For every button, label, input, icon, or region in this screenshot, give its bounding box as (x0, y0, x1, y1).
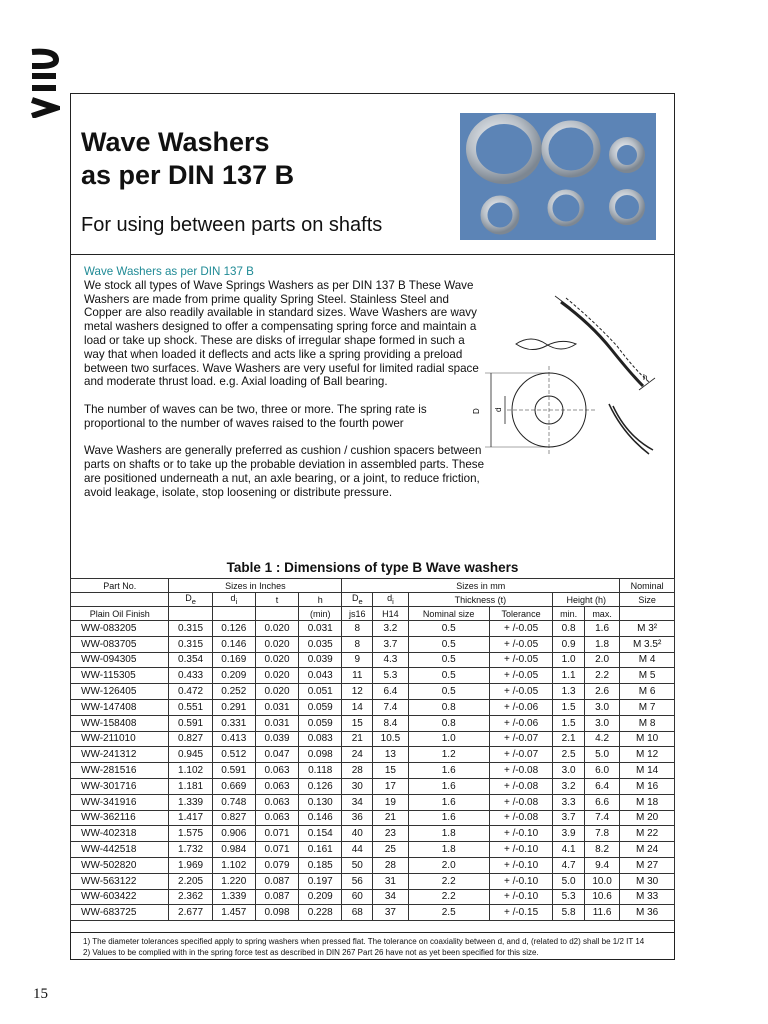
table-cell: 1.2 (408, 747, 489, 763)
table-cell: 4.1 (553, 842, 585, 858)
table-cell: 1.5 (553, 699, 585, 715)
table-cell: 1.6 (408, 763, 489, 779)
header-thickness: Thickness (t) (408, 593, 553, 607)
table-cell: 6.4 (373, 684, 408, 700)
header-sizes-mm: Sizes in mm (342, 579, 620, 593)
table-cell: 0.228 (299, 905, 342, 921)
table-cell: 5.0 (553, 873, 585, 889)
table-row (71, 857, 675, 873)
header-De-in: $D_e$ (169, 593, 212, 607)
table-cell: + /-0.08 (489, 778, 552, 794)
table-cell: 0.098 (299, 747, 342, 763)
part-number-cell: WW-502820 (71, 857, 169, 873)
part-number-cell: WW-341916 (71, 794, 169, 810)
table-cell: + /-0.05 (489, 668, 552, 684)
table-cell: M 30 (620, 873, 675, 889)
table-cell: 0.252 (212, 684, 255, 700)
table-cell: 0.748 (212, 794, 255, 810)
table-cell: 5.8 (553, 905, 585, 921)
table-cell: M 27 (620, 857, 675, 873)
wave-washers-photo (460, 113, 656, 240)
header-di-mm: $d_i$ (373, 593, 408, 607)
table-cell: + /-0.08 (489, 794, 552, 810)
part-number-cell: WW-083205 (71, 621, 169, 637)
table-cell: 50 (342, 857, 373, 873)
table-cell: 3.0 (584, 699, 619, 715)
table-cell: M 4 (620, 652, 675, 668)
part-number-cell: WW-603422 (71, 889, 169, 905)
washer-technical-drawing (471, 294, 671, 484)
table-cell: 14 (342, 699, 373, 715)
table-cell: 1.6 (584, 621, 619, 637)
table-cell: 2.2 (408, 889, 489, 905)
table-row (71, 794, 675, 810)
table-row (71, 668, 675, 684)
part-number-cell: WW-094305 (71, 652, 169, 668)
table-cell: 0.5 (408, 652, 489, 668)
table-cell: M 24 (620, 842, 675, 858)
table-cell: M 3² (620, 621, 675, 637)
table-cell: 2.205 (169, 873, 212, 889)
header-nominal: Nominal (620, 579, 675, 593)
company-logo (26, 48, 60, 118)
table-cell: 10.5 (373, 731, 408, 747)
table-body (71, 621, 675, 921)
table-cell: 0.059 (299, 715, 342, 731)
intro-heading: Wave Washers as per DIN 137 B (84, 265, 254, 278)
part-number-cell: WW-563122 (71, 873, 169, 889)
header-h-in: h (299, 593, 342, 607)
part-number-cell: WW-147408 (71, 699, 169, 715)
title-line-1: Wave Washers (81, 127, 270, 157)
table-cell: 1.5 (553, 715, 585, 731)
header-di-in: $d_i$ (212, 593, 255, 607)
intro-paragraph-1: We stock all types of Wave Springs Washers as per DIN 137 B These Wave Washers are made from prime quality Spring Steel. Stainless Steel and Copper are also readily available in standard sizes. Wave Washers are wavy metal washers designed to offer a compensating spring force and maintain a load or take up shock. These are disks of irregular shape formed in such a way that when loaded it deflects and acts like a spring providing a preload between two surfaces. Wave Washers are very useful for limited radial space and moderate thrust load. e.g. Axial loading of Ball bearing. (84, 278, 479, 389)
table-title: Table 1 : Dimensions of type B Wave washers (226, 560, 519, 575)
table-cell: + /-0.05 (489, 636, 552, 652)
table-cell: 0.047 (255, 747, 298, 763)
table-cell: 0.035 (299, 636, 342, 652)
table-cell: 0.063 (255, 810, 298, 826)
table-cell: 15 (373, 763, 408, 779)
table-cell: M 5 (620, 668, 675, 684)
table-cell: 0.126 (212, 621, 255, 637)
table-cell: 56 (342, 873, 373, 889)
part-number-cell: WW-301716 (71, 778, 169, 794)
table-cell: 0.130 (299, 794, 342, 810)
table-cell: + /-0.10 (489, 857, 552, 873)
table-cell: 23 (373, 826, 408, 842)
table-cell: 11.6 (584, 905, 619, 921)
table-cell: 3.7 (373, 636, 408, 652)
table-cell: 34 (342, 794, 373, 810)
table-cell: 2.2 (408, 873, 489, 889)
header-t-in: t (255, 593, 298, 607)
table-cell: + /-0.06 (489, 699, 552, 715)
table-cell: 0.185 (299, 857, 342, 873)
footnote-2: 2) Values to be complied with in the spring force test as described in DIN 267 Part 26 have not as yet been specified for this size. (83, 948, 539, 957)
table-cell: M 6 (620, 684, 675, 700)
table-cell: 2.2 (584, 668, 619, 684)
table-cell: 0.5 (408, 684, 489, 700)
table-cell: 0.126 (299, 778, 342, 794)
part-number-cell: WW-158408 (71, 715, 169, 731)
table-cell: 0.063 (255, 778, 298, 794)
table-cell: 2.5 (553, 747, 585, 763)
table-cell: 1.3 (553, 684, 585, 700)
part-number-cell: WW-083705 (71, 636, 169, 652)
table-cell: 30 (342, 778, 373, 794)
table-cell: 0.039 (299, 652, 342, 668)
table-cell: 25 (373, 842, 408, 858)
table-cell: 0.083 (299, 731, 342, 747)
table-cell: 28 (342, 763, 373, 779)
table-cell: 3.2 (553, 778, 585, 794)
table-cell: 0.984 (212, 842, 255, 858)
table-row (71, 778, 675, 794)
page-subtitle: For using between parts on shafts (81, 214, 383, 236)
table-cell: 28 (373, 857, 408, 873)
page-title (81, 126, 294, 192)
intro-paragraph-3: Wave Washers are generally preferred as cushion / cushion spacers between parts on shafts or to take up the probable deviation in assembled parts. These are positioned underneath a nut, an axle bearing, or a joint, to reduce friction, avoid leakage, isolate, stop loosening or distribute pressure. (84, 444, 485, 499)
table-cell: 0.071 (255, 842, 298, 858)
table-cell: M 10 (620, 731, 675, 747)
table-cell: 2.0 (408, 857, 489, 873)
drawing-label-outer-diameter: D (472, 408, 481, 414)
table-cell: M 20 (620, 810, 675, 826)
table-row (71, 763, 675, 779)
washers-illustration (460, 113, 656, 240)
intro-paragraph-2: The number of waves can be two, three or more. The spring rate is proportional to the number of waves raised to the fourth power (84, 402, 427, 430)
table-row (71, 826, 675, 842)
header-H14: H14 (373, 607, 408, 621)
table-cell: 0.031 (255, 699, 298, 715)
part-number-cell: WW-402318 (71, 826, 169, 842)
part-number-cell: WW-241312 (71, 747, 169, 763)
table-row (71, 684, 675, 700)
table-cell: 0.827 (169, 731, 212, 747)
table-cell: M 14 (620, 763, 675, 779)
part-number-cell: WW-211010 (71, 731, 169, 747)
table-cell: 9 (342, 652, 373, 668)
part-number-cell: WW-442518 (71, 842, 169, 858)
table-cell: 0.315 (169, 621, 212, 637)
footnotes (71, 932, 674, 958)
part-number-cell: WW-115305 (71, 668, 169, 684)
table-cell: 1.339 (212, 889, 255, 905)
table-cell: 40 (342, 826, 373, 842)
table-cell: 1.0 (553, 652, 585, 668)
table-cell: 8 (342, 636, 373, 652)
part-number-cell: WW-281516 (71, 763, 169, 779)
table-cell: 0.209 (212, 668, 255, 684)
table-cell: + /-0.07 (489, 731, 552, 747)
table-cell: 0.051 (299, 684, 342, 700)
table-cell: 5.3 (373, 668, 408, 684)
table-cell: 1.6 (408, 794, 489, 810)
table-cell: 3.0 (553, 763, 585, 779)
table-cell: 0.039 (255, 731, 298, 747)
table-cell: 0.591 (212, 763, 255, 779)
content-frame (70, 93, 675, 960)
table-cell: 0.8 (408, 699, 489, 715)
table-cell: 3.3 (553, 794, 585, 810)
table-row (71, 715, 675, 731)
header-nominal-size-t: Nominal size (408, 607, 489, 621)
table-cell: M 16 (620, 778, 675, 794)
table-cell: M 33 (620, 889, 675, 905)
table-cell: 0.472 (169, 684, 212, 700)
table-cell: + /-0.10 (489, 826, 552, 842)
part-number-cell: WW-126405 (71, 684, 169, 700)
table-row (71, 699, 675, 715)
table-cell: 7.4 (584, 810, 619, 826)
table-row (71, 905, 675, 921)
table-cell: 1.575 (169, 826, 212, 842)
table-cell: + /-0.08 (489, 763, 552, 779)
part-number-cell: WW-683725 (71, 905, 169, 921)
page-number: 15 (33, 986, 48, 1002)
table-cell: 6.4 (584, 778, 619, 794)
table-cell: 1.8 (408, 842, 489, 858)
table-cell: 31 (373, 873, 408, 889)
table-cell: 21 (373, 810, 408, 826)
table-cell: 7.4 (373, 699, 408, 715)
table-row (71, 747, 675, 763)
table-cell: 17 (373, 778, 408, 794)
table-row (71, 873, 675, 889)
header-De-mm: $D_e$ (342, 593, 373, 607)
table-cell: 1.457 (212, 905, 255, 921)
table-cell: 0.079 (255, 857, 298, 873)
table-cell: 0.945 (169, 747, 212, 763)
table-cell: + /-0.05 (489, 684, 552, 700)
table-row (71, 810, 675, 826)
table-cell: + /-0.15 (489, 905, 552, 921)
header-part-no: Part No. (71, 579, 169, 593)
table-cell: M 7 (620, 699, 675, 715)
table-cell: M 22 (620, 826, 675, 842)
table-row (71, 889, 675, 905)
table-cell: 3.0 (584, 715, 619, 731)
table-cell: 10.0 (584, 873, 619, 889)
table-cell: 37 (373, 905, 408, 921)
dimensions-table (70, 578, 675, 921)
table-cell: + /-0.10 (489, 873, 552, 889)
table-cell: 19 (373, 794, 408, 810)
table-cell: 2.362 (169, 889, 212, 905)
table-cell: 0.020 (255, 652, 298, 668)
intro-text (84, 265, 484, 513)
table-cell: 0.551 (169, 699, 212, 715)
table-cell: 0.087 (255, 873, 298, 889)
table-cell: 8.2 (584, 842, 619, 858)
table-cell: 10.6 (584, 889, 619, 905)
table-cell: 0.071 (255, 826, 298, 842)
title-line-2: as per DIN 137 B (81, 160, 295, 190)
table-cell: 15 (342, 715, 373, 731)
table-cell: 0.315 (169, 636, 212, 652)
table-cell: 0.059 (299, 699, 342, 715)
table-cell: 24 (342, 747, 373, 763)
table-row (71, 842, 675, 858)
table-cell: 0.020 (255, 684, 298, 700)
table-cell: 0.020 (255, 636, 298, 652)
table-cell: M 36 (620, 905, 675, 921)
table-cell: 2.0 (584, 652, 619, 668)
table-cell: 1.102 (212, 857, 255, 873)
table-cell: 36 (342, 810, 373, 826)
table-cell: 1.0 (408, 731, 489, 747)
header-section (71, 94, 674, 255)
table-cell: 0.063 (255, 763, 298, 779)
table-cell: 1.6 (408, 810, 489, 826)
table-cell: 6.0 (584, 763, 619, 779)
table-cell: + /-0.08 (489, 810, 552, 826)
part-number-cell: WW-362116 (71, 810, 169, 826)
table-cell: 0.031 (299, 621, 342, 637)
header-size: Size (620, 593, 675, 607)
table-cell: 1.220 (212, 873, 255, 889)
table-cell: 1.181 (169, 778, 212, 794)
table-cell: + /-0.06 (489, 715, 552, 731)
table-cell: 0.9 (553, 636, 585, 652)
table-cell: 0.118 (299, 763, 342, 779)
table-cell: 1.969 (169, 857, 212, 873)
table-cell: 8.4 (373, 715, 408, 731)
table-cell: + /-0.10 (489, 889, 552, 905)
table-cell: M 3.5² (620, 636, 675, 652)
table-cell: 1.1 (553, 668, 585, 684)
header-max: max. (584, 607, 619, 621)
table-row (71, 636, 675, 652)
table-cell: 4.3 (373, 652, 408, 668)
table-cell: 0.827 (212, 810, 255, 826)
table-cell: 1.6 (408, 778, 489, 794)
header-plain-oil-finish: Plain Oil Finish (71, 607, 169, 621)
table-cell: 0.020 (255, 668, 298, 684)
table-cell: 1.8 (408, 826, 489, 842)
table-cell: 0.098 (255, 905, 298, 921)
table-cell: 0.8 (408, 715, 489, 731)
table-cell: 1.417 (169, 810, 212, 826)
table-cell: 1.8 (584, 636, 619, 652)
table-cell: 0.154 (299, 826, 342, 842)
table-cell: 0.161 (299, 842, 342, 858)
header-height: Height (h) (553, 593, 620, 607)
table-cell: 0.031 (255, 715, 298, 731)
table-cell: 1.102 (169, 763, 212, 779)
table-cell: 0.591 (169, 715, 212, 731)
table-cell: 3.7 (553, 810, 585, 826)
table-cell: 0.020 (255, 621, 298, 637)
table-cell: 34 (373, 889, 408, 905)
table-cell: + /-0.05 (489, 621, 552, 637)
table-row (71, 621, 675, 637)
table-cell: 2.5 (408, 905, 489, 921)
table-row (71, 652, 675, 668)
table-cell: 12 (342, 684, 373, 700)
table-cell: 13 (373, 747, 408, 763)
table-row (71, 731, 675, 747)
table-cell: 0.5 (408, 668, 489, 684)
table-cell: 3.2 (373, 621, 408, 637)
table-cell: + /-0.10 (489, 842, 552, 858)
table-cell: 0.669 (212, 778, 255, 794)
table-cell: 0.5 (408, 636, 489, 652)
table-cell: 4.7 (553, 857, 585, 873)
table-cell: 0.169 (212, 652, 255, 668)
table-cell: 0.906 (212, 826, 255, 842)
table-cell: 0.331 (212, 715, 255, 731)
table-cell: 0.146 (212, 636, 255, 652)
table-cell: 0.146 (299, 810, 342, 826)
table-cell: 2.1 (553, 731, 585, 747)
table-cell: 5.3 (553, 889, 585, 905)
table-cell: 60 (342, 889, 373, 905)
header-tolerance: Tolerance (489, 607, 552, 621)
table-cell: 11 (342, 668, 373, 684)
table-cell: + /-0.07 (489, 747, 552, 763)
table-cell: 0.5 (408, 621, 489, 637)
header-blank (71, 593, 169, 607)
table-cell: 0.8 (553, 621, 585, 637)
drawing-label-inner-diameter: d (494, 407, 503, 412)
table-cell: 7.8 (584, 826, 619, 842)
table-cell: 21 (342, 731, 373, 747)
table-cell: 0.354 (169, 652, 212, 668)
table-cell: 0.063 (255, 794, 298, 810)
header-sizes-inches: Sizes in Inches (169, 579, 342, 593)
table-cell: 0.087 (255, 889, 298, 905)
table-cell: 0.209 (299, 889, 342, 905)
table-cell: 2.6 (584, 684, 619, 700)
table-cell: 3.9 (553, 826, 585, 842)
table-cell: 44 (342, 842, 373, 858)
table-cell: 4.2 (584, 731, 619, 747)
table-cell: 6.6 (584, 794, 619, 810)
table-cell: 0.291 (212, 699, 255, 715)
table-cell: 1.339 (169, 794, 212, 810)
table-cell: 8 (342, 621, 373, 637)
table-cell: + /-0.05 (489, 652, 552, 668)
table-cell: 1.732 (169, 842, 212, 858)
table-cell: 0.413 (212, 731, 255, 747)
table-cell: M 18 (620, 794, 675, 810)
table-cell: M 12 (620, 747, 675, 763)
table-cell: 0.512 (212, 747, 255, 763)
table-cell: 0.197 (299, 873, 342, 889)
footnote-1: 1) The diameter tolerances specified apply to spring washers when pressed flat. The tolerance on coaxiality between d, and d, (related to d2) shall be 1/2 IT 14 (83, 937, 645, 946)
table-cell: 68 (342, 905, 373, 921)
table-cell: 2.677 (169, 905, 212, 921)
table-cell: M 8 (620, 715, 675, 731)
table-cell: 9.4 (584, 857, 619, 873)
header-min: min. (553, 607, 585, 621)
drawing-label-h: h (643, 373, 648, 382)
header-h-min: (min) (299, 607, 342, 621)
table-cell: 0.433 (169, 668, 212, 684)
table-cell: 0.043 (299, 668, 342, 684)
header-js16: js16 (342, 607, 373, 621)
table-cell: 5.0 (584, 747, 619, 763)
